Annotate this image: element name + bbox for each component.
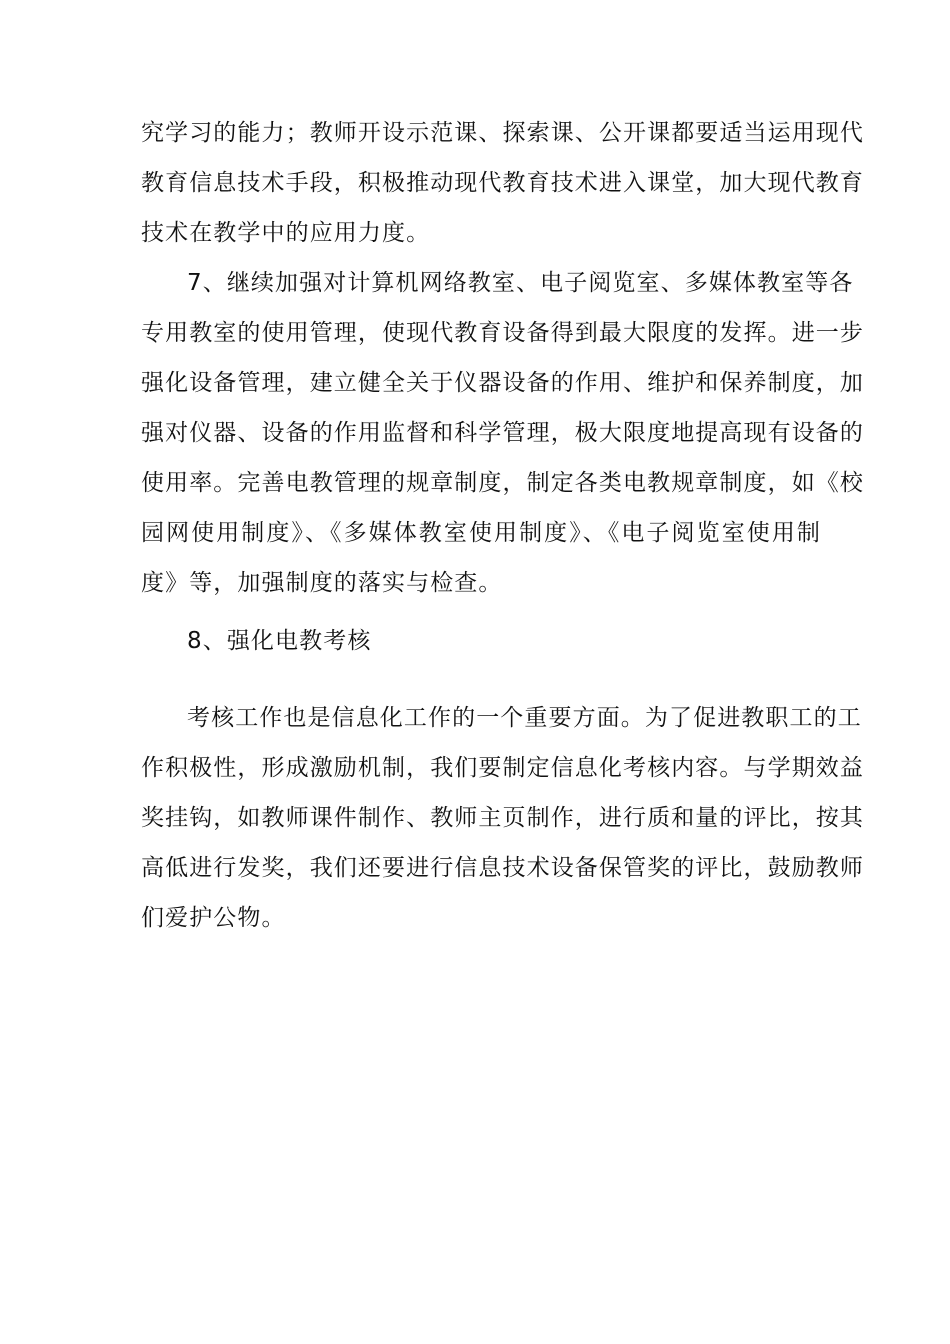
paragraph-line: 专用教室的使用管理，使现代教育设备得到最大限度的发挥。进一步 <box>141 320 864 346</box>
paragraph-line: 使用率。完善电教管理的规章制度，制定各类电教规章制度，如《校 <box>141 470 864 496</box>
section-7-heading-line: 7、继续加强对计算机网络教室、电子阅览室、多媒体教室等各 <box>187 270 854 296</box>
paragraph-line: 强化设备管理，建立健全关于仪器设备的作用、维护和保养制度，加 <box>141 370 864 396</box>
paragraph-line: 们爱护公物。 <box>141 905 286 931</box>
paragraph-line: 教育信息技术手段，积极推动现代教育技术进入课堂，加大现代教育 <box>141 170 864 196</box>
paragraph-line: 度》等，加强制度的落实与检查。 <box>141 570 503 596</box>
paragraph-line: 技术在教学中的应用力度。 <box>141 220 431 246</box>
paragraph-line: 强对仪器、设备的作用监督和科学管理，极大限度地提高现有设备的 <box>141 420 864 446</box>
paragraph-line: 园网使用制度》、《多媒体教室使用制度》、《电子阅览室使用制 <box>141 520 821 546</box>
paragraph-line: 高低进行发奖，我们还要进行信息技术设备保管奖的评比，鼓励教师 <box>141 855 864 881</box>
paragraph-line: 究学习的能力；教师开设示范课、探索课、公开课都要适当运用现代 <box>141 120 864 146</box>
paragraph-line: 作积极性，形成激励机制，我们要制定信息化考核内容。与学期效益 <box>141 755 864 781</box>
section-8-heading: 8、强化电教考核 <box>187 628 372 654</box>
paragraph-line: 考核工作也是信息化工作的一个重要方面。为了促进教职工的工 <box>187 705 862 731</box>
paragraph-line: 奖挂钩，如教师课件制作、教师主页制作，进行质和量的评比，按其 <box>141 805 864 831</box>
